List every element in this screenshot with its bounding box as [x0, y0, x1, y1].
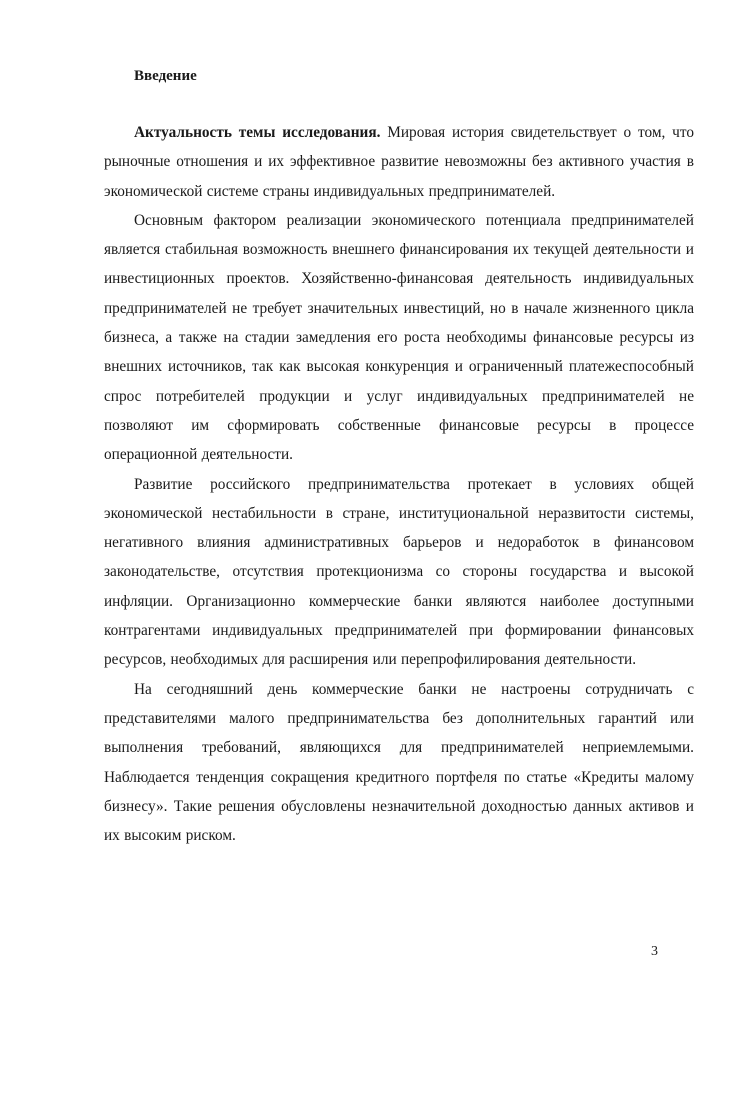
paragraph-lead: Актуальность темы исследования.: [134, 124, 381, 141]
paragraph-banks: На сегодняшний день коммерческие банки не настроены сотрудничать с представителями малого предпринимательства без дополнительных гарантий или выполнения требований, являющихся для предпринимателей неприемлемыми. Наблюдается тенденция сокращения кредитного портфеля по статье «Кредиты малому бизнесу». Такие решения обусловлены незначительной доходностью данных активов и их высоким риском.: [104, 680, 694, 845]
paragraph-text: Мировая история свидетельствует о том, что рыночные отношения и их эффективное развитие невозможны без активного участия в экономической системе страны индивидуальных предпринимателей.: [104, 124, 695, 200]
paragraph-development: Развитие российского предпринимательства протекает в условиях общей экономической нестабильности в стране, институциональной неразвитости системы, негативного влияния административных барьеров и недоработок в финансовом законодательстве, отсутствия протекционизма со стороны государства и высокой инфляции. Организационно коммерческие банки являются наиболее доступными контрагентами индивидуальных предпринимателей при формировании финансовых ресурсов, необходимых для расширения или перепрофилирования деятельности.: [104, 475, 694, 669]
body-text: [104, 118, 694, 850]
page-number: 3: [651, 944, 658, 959]
paragraph-relevance: [104, 118, 694, 206]
page-title: Введение: [134, 68, 197, 84]
paragraph-financing: Основным фактором реализации экономического потенциала предпринимателей является стабильная возможность внешнего финансирования их текущей деятельности и инвестиционных проектов. Хозяйственно-финансовая деятельность индивидуальных предпринимателей не требует значительных инвестиций, но в начале жизненного цикла бизнеса, а также на стадии замедления его роста необходимы финансовые ресурсы из внешних источников, так как высокая конкуренция и ограниченный платежеспособный спрос потребителей продукции и услуг индивидуальных предпринимателей не позволяют им сформировать собственные финансовые ресурсы в процессе операционной деятельности.: [104, 211, 694, 464]
